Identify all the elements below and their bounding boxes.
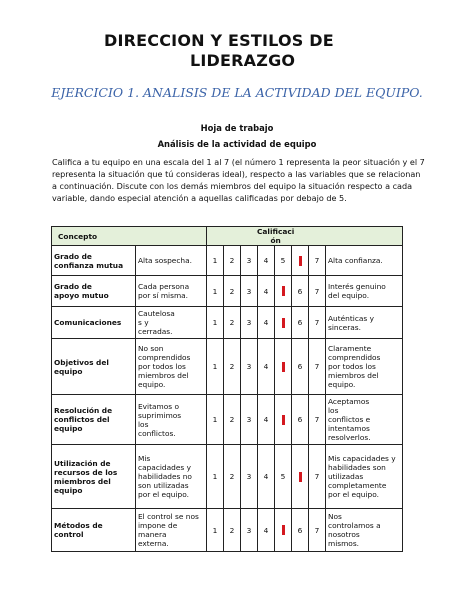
table-row [52,307,403,339]
section-subtitle: Análisis de la actividad de equipo [157,139,317,149]
selected-rating-marker [299,256,302,266]
selected-rating-marker [299,472,302,482]
rating-cell-4[interactable] [258,339,275,395]
row-low-description: Mis capacidades y habilidades no son utilizadas por el equipo. [136,445,207,509]
rating-number: 5 [280,256,286,265]
rating-number: 7 [314,362,320,371]
document-title-line1: DIRECCION Y ESTILOS DE [104,31,334,50]
rating-number: 1 [212,286,218,296]
rating-number: 2 [229,318,235,327]
rating-cell-1[interactable] [207,276,224,307]
rating-cell-3[interactable] [241,509,258,552]
rating-cell-1[interactable] [207,445,224,509]
selected-rating-marker [282,362,285,372]
rating-cell-2[interactable] [224,307,241,339]
table-header-row [52,227,403,246]
rating-number: 2 [229,286,235,296]
rating-cell-6[interactable] [292,509,309,552]
rating-cell-5[interactable] [275,509,292,552]
row-low-description: No son comprendidos por todos los miembros del equipo. [136,339,207,395]
rating-number: 1 [212,256,218,265]
rating-number: 1 [212,362,218,371]
rating-cell-2[interactable] [224,395,241,445]
rating-number: 6 [297,318,303,327]
rating-number: 4 [263,286,269,296]
rating-number: 7 [314,415,320,424]
rating-cell-3[interactable] [241,276,258,307]
rating-cell-2[interactable] [224,445,241,509]
rating-number: 3 [246,415,252,424]
rating-number: 1 [212,415,218,424]
rating-cell-1[interactable] [207,307,224,339]
rating-number: 4 [263,415,269,424]
rating-cell-3[interactable] [241,395,258,445]
rating-cell-6[interactable] [292,395,309,445]
row-low-description: Evitamos o suprimimos los conflictos. [136,395,207,445]
rating-cell-4[interactable] [258,276,275,307]
document-title-line2: LIDERAZGO [190,51,296,70]
row-high-description: Mis capacidades y habilidades son utilizadas completamente por el equipo. [326,445,403,509]
rating-cell-7[interactable] [309,445,326,509]
rating-number: 7 [314,318,320,327]
rating-cell-5[interactable] [275,339,292,395]
rating-cell-4[interactable] [258,509,275,552]
rating-number: 7 [314,286,320,296]
rating-number: 6 [297,525,303,535]
rating-cell-5[interactable] [275,395,292,445]
rating-number: 3 [246,362,252,371]
row-concept: Utilización de recursos de los miembros del equipo [52,445,136,509]
table-row [52,276,403,307]
row-concept: Comunicaciones [52,307,136,339]
rating-number: 4 [263,256,269,265]
section-title: Hoja de trabajo [200,123,274,133]
rating-cell-4[interactable] [258,445,275,509]
rating-number: 4 [263,472,269,481]
rating-cell-5[interactable] [275,307,292,339]
rating-cell-6[interactable] [292,445,309,509]
rating-cell-6[interactable] [292,246,309,276]
rating-number: 4 [263,318,269,327]
selected-rating-marker [282,318,285,328]
rating-cell-2[interactable] [224,246,241,276]
row-high-description: Alta confianza. [326,246,403,276]
rating-number: 6 [297,362,303,371]
rating-cell-6[interactable] [292,339,309,395]
rating-cell-5[interactable] [275,445,292,509]
rating-number: 7 [314,525,320,535]
row-low-description: Cada persona por sí misma. [136,276,207,307]
rating-number: 2 [229,525,235,535]
rating-cell-7[interactable] [309,509,326,552]
rating-cell-1[interactable] [207,395,224,445]
exercise-title: EJERCICIO 1. ANALISIS DE LA ACTIVIDAD DEL EQUIPO. [51,85,423,100]
selected-rating-marker [282,415,285,425]
rating-number: 3 [246,472,252,481]
rating-table [51,226,403,552]
rating-cell-6[interactable] [292,276,309,307]
rating-cell-4[interactable] [258,307,275,339]
rating-number: 4 [263,362,269,371]
row-concept: Grado de confianza mutua [52,246,136,276]
rating-number: 7 [314,472,320,481]
rating-cell-4[interactable] [258,246,275,276]
row-concept: Métodos de control [52,509,136,552]
rating-number: 6 [297,286,303,296]
header-rating-label: Calificaci ón [257,227,295,245]
rating-number: 5 [280,472,286,481]
rating-cell-2[interactable] [224,276,241,307]
rating-number: 1 [212,525,218,535]
rating-number: 2 [229,256,235,265]
rating-number: 1 [212,318,218,327]
rating-number: 7 [314,256,320,265]
row-low-description: Cautelosa s y cerradas. [136,307,207,339]
rating-cell-3[interactable] [241,307,258,339]
rating-cell-3[interactable] [241,445,258,509]
row-high-description: Interés genuino del equipo. [326,276,403,307]
rating-number: 6 [297,415,303,424]
rating-number: 4 [263,525,269,535]
rating-cell-7[interactable] [309,246,326,276]
rating-cell-7[interactable] [309,395,326,445]
row-concept: Grado de apoyo mutuo [52,276,136,307]
rating-cell-1[interactable] [207,246,224,276]
selected-rating-marker [282,286,285,296]
rating-cell-5[interactable] [275,246,292,276]
row-low-description: El control se nos impone de manera externa. [136,509,207,552]
row-low-description: Alta sospecha. [136,246,207,276]
row-concept: Objetivos del equipo [52,339,136,395]
rating-number: 3 [246,286,252,296]
rating-number: 2 [229,472,235,481]
rating-cell-7[interactable] [309,307,326,339]
table-row [52,509,403,552]
rating-number: 2 [229,362,235,371]
row-concept: Resolución de conflictos del equipo [52,395,136,445]
rating-number: 2 [229,415,235,424]
header-rating [207,227,403,246]
rating-cell-3[interactable] [241,246,258,276]
row-high-description: Auténticas y sinceras. [326,307,403,339]
rating-cell-1[interactable] [207,339,224,395]
rating-cell-6[interactable] [292,307,309,339]
selected-rating-marker [282,525,285,535]
rating-cell-5[interactable] [275,276,292,307]
rating-cell-3[interactable] [241,339,258,395]
table-row [52,339,403,395]
table-row [52,395,403,445]
table-row [52,445,403,509]
row-high-description: Claramente comprendidos por todos los miembros del equipo. [326,339,403,395]
rating-cell-2[interactable] [224,339,241,395]
rating-cell-2[interactable] [224,509,241,552]
rating-cell-4[interactable] [258,395,275,445]
rating-cell-7[interactable] [309,339,326,395]
rating-number: 3 [246,256,252,265]
row-high-description: Nos controlamos a nosotros mismos. [326,509,403,552]
rating-number: 3 [246,525,252,535]
instructions-paragraph: Califica a tu equipo en una escala del 1 al 7 (el número 1 representa la peor situación y el 7 representa la situación que tú consideras ideal), respecto a las variables que se relacionan a continuación. Discute con los demás miembros del equipo la situación respecto a cada variable, dando especial atención a aquellas calificadas por debajo de 5. [52,157,425,203]
rating-cell-1[interactable] [207,509,224,552]
header-concept: Concepto [52,227,207,246]
row-high-description: Aceptamos los conflictos e intentamos resolverlos. [326,395,403,445]
rating-cell-7[interactable] [309,276,326,307]
table-row [52,246,403,276]
rating-number: 1 [212,472,218,481]
rating-number: 3 [246,318,252,327]
